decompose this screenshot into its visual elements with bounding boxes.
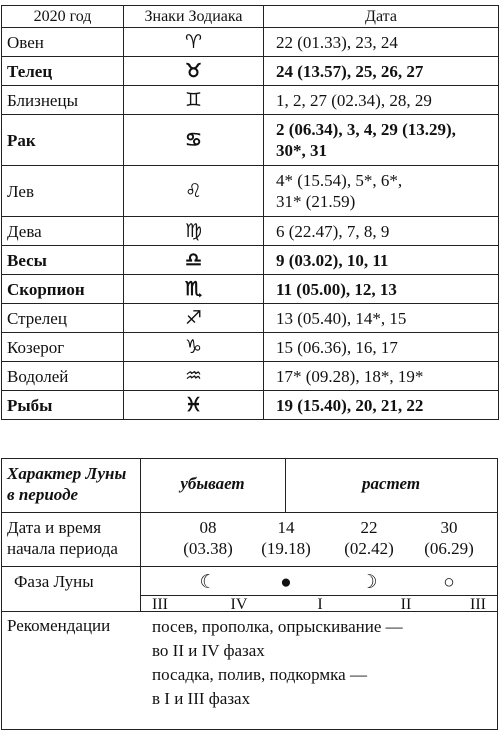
waning-label: убывает: [180, 474, 245, 493]
dates-line: 30*, 31: [276, 141, 327, 160]
first-quarter-moon-icon: ☽: [360, 572, 378, 593]
character-label-line: в периоде: [7, 485, 79, 504]
header-dates: Дата: [264, 6, 499, 28]
table-row: [2, 304, 499, 333]
period-label-line: начала периода: [7, 539, 118, 558]
period-date: 14: [277, 518, 295, 537]
sign-name: Козерог: [2, 333, 124, 362]
divider: [2, 566, 497, 567]
period-time: (19.18): [261, 539, 311, 558]
sign-dates: 13 (05.40), 14*, 15: [264, 304, 499, 333]
sign-dates: 6 (22.47), 7, 8, 9: [264, 217, 499, 246]
capricorn-icon: ♑︎: [124, 333, 264, 362]
sign-name: Рак: [2, 115, 124, 166]
recommendation-line: во II и IV фазах: [152, 641, 265, 660]
zodiac-header-row: [2, 6, 499, 28]
pisces-icon: ♓︎: [124, 391, 264, 420]
recommendations-text: [152, 615, 403, 711]
recommendation-line: в I и III фазах: [152, 689, 251, 708]
table-row: [2, 246, 499, 275]
period-date: 08: [199, 518, 217, 537]
phase-numeral: III: [470, 596, 486, 613]
table-row: [2, 362, 499, 391]
sign-name: Стрелец: [2, 304, 124, 333]
sign-name: Водолей: [2, 362, 124, 391]
sign-dates: 24 (13.57), 25, 26, 27: [264, 57, 499, 86]
sign-dates: 11 (05.00), 12, 13: [264, 275, 499, 304]
divider: [2, 611, 497, 612]
phase-numeral: I: [317, 596, 323, 613]
header-signs: Знаки Зодиака: [124, 6, 264, 28]
virgo-icon: ♍︎: [124, 217, 264, 246]
sagittarius-icon: ♐︎: [124, 304, 264, 333]
period-start: [341, 517, 397, 559]
recommendations-label: Рекомендации: [7, 616, 111, 635]
table-row: [2, 333, 499, 362]
sign-name: Близнецы: [2, 86, 124, 115]
period-start: [258, 517, 314, 559]
table-row: [2, 217, 499, 246]
sign-dates: [264, 115, 499, 166]
table-row: [2, 166, 499, 217]
period-label: [7, 517, 118, 559]
aquarius-icon: ♒︎: [124, 362, 264, 391]
new-moon-icon: ●: [280, 572, 292, 593]
period-time: (06.29): [424, 539, 474, 558]
period-time: (03.38): [183, 539, 233, 558]
aries-icon: ♈︎: [124, 28, 264, 57]
phase-numeral: IV: [230, 596, 248, 613]
waxing-label: растет: [361, 474, 421, 493]
character-label-line: Характер Луны: [7, 464, 127, 483]
sign-dates: 22 (01.33), 23, 24: [264, 28, 499, 57]
sign-name: Весы: [2, 246, 124, 275]
last-quarter-moon-icon: ☾: [199, 572, 217, 593]
cancer-icon: ♋︎: [124, 115, 264, 166]
dates-line: 2 (06.34), 3, 4, 29 (13.29),: [276, 120, 456, 139]
sign-name: Телец: [2, 57, 124, 86]
sign-dates: 1, 2, 27 (02.34), 28, 29: [264, 86, 499, 115]
sign-dates: [264, 166, 499, 217]
character-label: [7, 463, 126, 505]
phase-numeral: III: [152, 596, 168, 613]
table-row: [2, 115, 499, 166]
zodiac-table: [1, 5, 499, 420]
sign-dates: 15 (06.36), 16, 17: [264, 333, 499, 362]
table-row: [2, 57, 499, 86]
table-row: [2, 275, 499, 304]
period-label-line: Дата и время: [7, 518, 102, 537]
table-row: [2, 391, 499, 420]
leo-icon: ♌︎: [124, 166, 264, 217]
period-time: (02.42): [344, 539, 394, 558]
sign-name: Скорпион: [2, 275, 124, 304]
moon-phase-table: [1, 458, 498, 730]
table-row: [2, 28, 499, 57]
header-year: 2020 год: [2, 6, 124, 28]
dates-line: 4* (15.54), 5*, 6*,: [276, 171, 403, 190]
divider: [2, 512, 497, 513]
scorpio-icon: ♏︎: [124, 275, 264, 304]
dates-line: 31* (21.59): [276, 192, 356, 211]
sign-dates: 9 (03.02), 10, 11: [264, 246, 499, 275]
phase-label: Фаза Луны: [14, 572, 94, 591]
full-moon-icon: ○: [443, 572, 455, 593]
period-start: [421, 517, 477, 559]
gemini-icon: ♊︎: [124, 86, 264, 115]
recommendation-line: посев, прополка, опрыскивание —: [152, 617, 403, 636]
period-date: 30: [440, 518, 458, 537]
phase-numeral: II: [400, 596, 412, 613]
sign-dates: 17* (09.28), 18*, 19*: [264, 362, 499, 391]
sign-name: Рыбы: [2, 391, 124, 420]
libra-icon: ♎︎: [124, 246, 264, 275]
period-date: 22: [360, 518, 378, 537]
taurus-icon: ♉︎: [124, 57, 264, 86]
sign-name: Овен: [2, 28, 124, 57]
period-start: [180, 517, 236, 559]
sign-name: Лев: [2, 166, 124, 217]
table-row: [2, 86, 499, 115]
sign-dates: 19 (15.40), 20, 21, 22: [264, 391, 499, 420]
sign-name: Дева: [2, 217, 124, 246]
recommendation-line: посадка, полив, подкормка —: [152, 665, 367, 684]
